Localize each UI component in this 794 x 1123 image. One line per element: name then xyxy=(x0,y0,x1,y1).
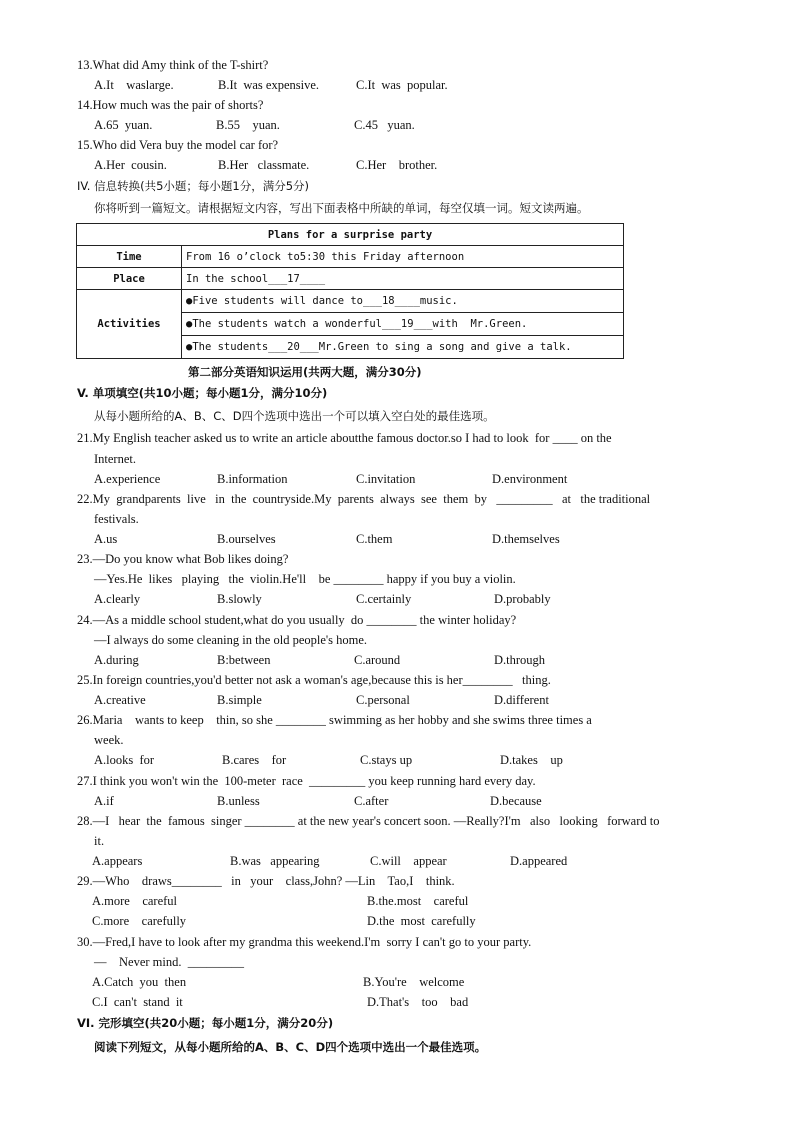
question-24-stem-cont: —I always do some cleaning in the old people's home. xyxy=(94,633,368,647)
question-21-option-d: D.environment xyxy=(492,472,568,486)
question-13-option-a: A.It waslarge. xyxy=(94,78,174,92)
question-14-option-c: C.45 yuan. xyxy=(354,118,415,132)
section-6-heading: VI. 完形填空(共20小题；每小题1分，满分20分) xyxy=(77,1016,334,1030)
section-5-instruction: 从每小题所给的A、B、C、D四个选项中选出一个可以填入空白处的最佳选项。 xyxy=(94,409,495,423)
section-4-heading: IV. 信息转换(共5小题；每小题1分，满分5分) xyxy=(77,179,310,193)
question-21-stem-cont: Internet. xyxy=(94,452,136,466)
question-21-option-c: C.invitation xyxy=(356,472,416,486)
question-28-option-b: B.was appearing xyxy=(230,854,320,868)
question-25-option-a: A.creative xyxy=(94,693,146,707)
question-27-option-c: C.after xyxy=(354,794,389,808)
question-28-stem: 28.—I hear the famous singer ________ at the new year's concert soon. —Really?I'm also looking forward to xyxy=(77,814,660,828)
question-21-stem: 21.My English teacher asked us to write an article aboutthe famous doctor.so I had to look for ____ on the xyxy=(77,431,612,445)
activity-item: ●The students watch a wonderful___19___with Mr.Green. xyxy=(182,313,624,336)
activities-label: Activities xyxy=(77,290,182,359)
question-27-option-a: A.if xyxy=(94,794,114,808)
question-15-stem: 15.Who did Vera buy the model car for? xyxy=(77,138,279,152)
question-27-option-b: B.unless xyxy=(217,794,260,808)
question-29-option-c: C.more carefully xyxy=(92,914,187,928)
question-25-option-b: B.simple xyxy=(217,693,262,707)
question-23-option-d: D.probably xyxy=(494,592,551,606)
question-27-option-d: D.because xyxy=(490,794,542,808)
question-14-stem: 14.How much was the pair of shorts? xyxy=(77,98,264,112)
section-4-instruction: 你将听到一篇短文。请根据短文内容，写出下面表格中所缺的单词，每空仅填一词。短文读两遍。 xyxy=(94,201,589,215)
question-28-option-c: C.will appear xyxy=(370,854,447,868)
question-25-option-d: D.different xyxy=(494,693,549,707)
time-label: Time xyxy=(77,246,182,268)
question-22-stem: 22.My grandparents live in the countryside.My parents always see them by _________ at the traditional xyxy=(77,492,651,506)
question-15-option-c: C.Her brother. xyxy=(356,158,438,172)
question-14-option-a: A.65 yuan. xyxy=(94,118,153,132)
section-5-heading: V. 单项填空(共10小题；每小题1分，满分10分) xyxy=(77,386,328,400)
question-23-option-c: C.certainly xyxy=(356,592,412,606)
part-2-heading: 第二部分英语知识运用(共两大题，满分30分) xyxy=(188,365,422,379)
question-25-option-c: C.personal xyxy=(356,693,410,707)
question-26-option-d: D.takes up xyxy=(500,753,563,767)
question-29-option-b: B.the.most careful xyxy=(367,894,469,908)
question-30-option-b: B.You're welcome xyxy=(363,975,465,989)
question-29-stem: 29.—Who draws________ in your class,John? —Lin Tao,I think. xyxy=(77,874,455,888)
question-21-option-a: A.experience xyxy=(94,472,161,486)
question-29-option-a: A.more careful xyxy=(92,894,178,908)
question-21-option-b: B.information xyxy=(217,472,288,486)
party-plan-table xyxy=(76,223,624,359)
section-6-instruction: 阅读下列短文，从每小题所给的A、B、C、D四个选项中选出一个最佳选项。 xyxy=(94,1040,487,1054)
question-24-stem: 24.—As a middle school student,what do you usually do ________ the winter holiday? xyxy=(77,613,517,627)
question-26-option-c: C.stays up xyxy=(360,753,413,767)
question-24-option-b: B:between xyxy=(217,653,271,667)
activity-item: ●Five students will dance to___18____music. xyxy=(182,290,624,313)
question-26-option-b: B.cares for xyxy=(222,753,287,767)
question-15-option-b: B.Her classmate. xyxy=(218,158,310,172)
question-23-option-b: B.slowly xyxy=(217,592,262,606)
question-23-stem: 23.—Do you know what Bob likes doing? xyxy=(77,552,289,566)
question-22-stem-cont: festivals. xyxy=(94,512,139,526)
question-15-option-a: A.Her cousin. xyxy=(94,158,167,172)
table-caption: Plans for a surprise party xyxy=(77,224,624,246)
time-value: From 16 o’clock to5:30 this Friday afternoon xyxy=(182,246,624,268)
question-30-option-d: D.That's too bad xyxy=(367,995,469,1009)
question-23-option-a: A.clearly xyxy=(94,592,141,606)
question-30-option-a: A.Catch you then xyxy=(92,975,187,989)
question-30-stem-cont: — Never mind. _________ xyxy=(94,955,244,969)
activity-item: ●The students___20___Mr.Green to sing a song and give a talk. xyxy=(182,336,624,359)
question-22-option-c: C.them xyxy=(356,532,393,546)
question-13-option-b: B.It was expensive. xyxy=(218,78,320,92)
question-22-option-a: A.us xyxy=(94,532,118,546)
question-14-option-b: B.55 yuan. xyxy=(216,118,280,132)
question-29-option-d: D.the most carefully xyxy=(367,914,476,928)
question-26-option-a: A.looks for xyxy=(94,753,155,767)
question-30-option-c: C.I can't stand it xyxy=(92,995,183,1009)
question-22-option-d: D.themselves xyxy=(492,532,560,546)
question-13-stem: 13.What did Amy think of the T-shirt? xyxy=(77,58,269,72)
question-23-stem-cont: —Yes.He likes playing the violin.He'll be ________ happy if you buy a violin. xyxy=(94,572,516,586)
question-28-option-d: D.appeared xyxy=(510,854,568,868)
question-22-option-b: B.ourselves xyxy=(217,532,276,546)
question-27-stem: 27.I think you won't win the 100-meter race _________ you keep running hard every day. xyxy=(77,774,536,788)
question-25-stem: 25.In foreign countries,you'd better not ask a woman's age,because this is her________ thing. xyxy=(77,673,551,687)
question-26-stem: 26.Maria wants to keep thin, so she ________ swimming as her hobby and she swims three times a xyxy=(77,713,592,727)
question-26-stem-cont: week. xyxy=(94,733,124,747)
question-24-option-d: D.through xyxy=(494,653,546,667)
place-label: Place xyxy=(77,268,182,290)
question-13-option-c: C.It was popular. xyxy=(356,78,448,92)
question-30-stem: 30.—Fred,I have to look after my grandma this weekend.I'm sorry I can't go to your party. xyxy=(77,935,532,949)
question-28-stem-cont: it. xyxy=(94,834,105,848)
question-24-option-a: A.during xyxy=(94,653,139,667)
question-28-option-a: A.appears xyxy=(92,854,143,868)
question-24-option-c: C.around xyxy=(354,653,401,667)
place-value: In the school___17____ xyxy=(182,268,624,290)
